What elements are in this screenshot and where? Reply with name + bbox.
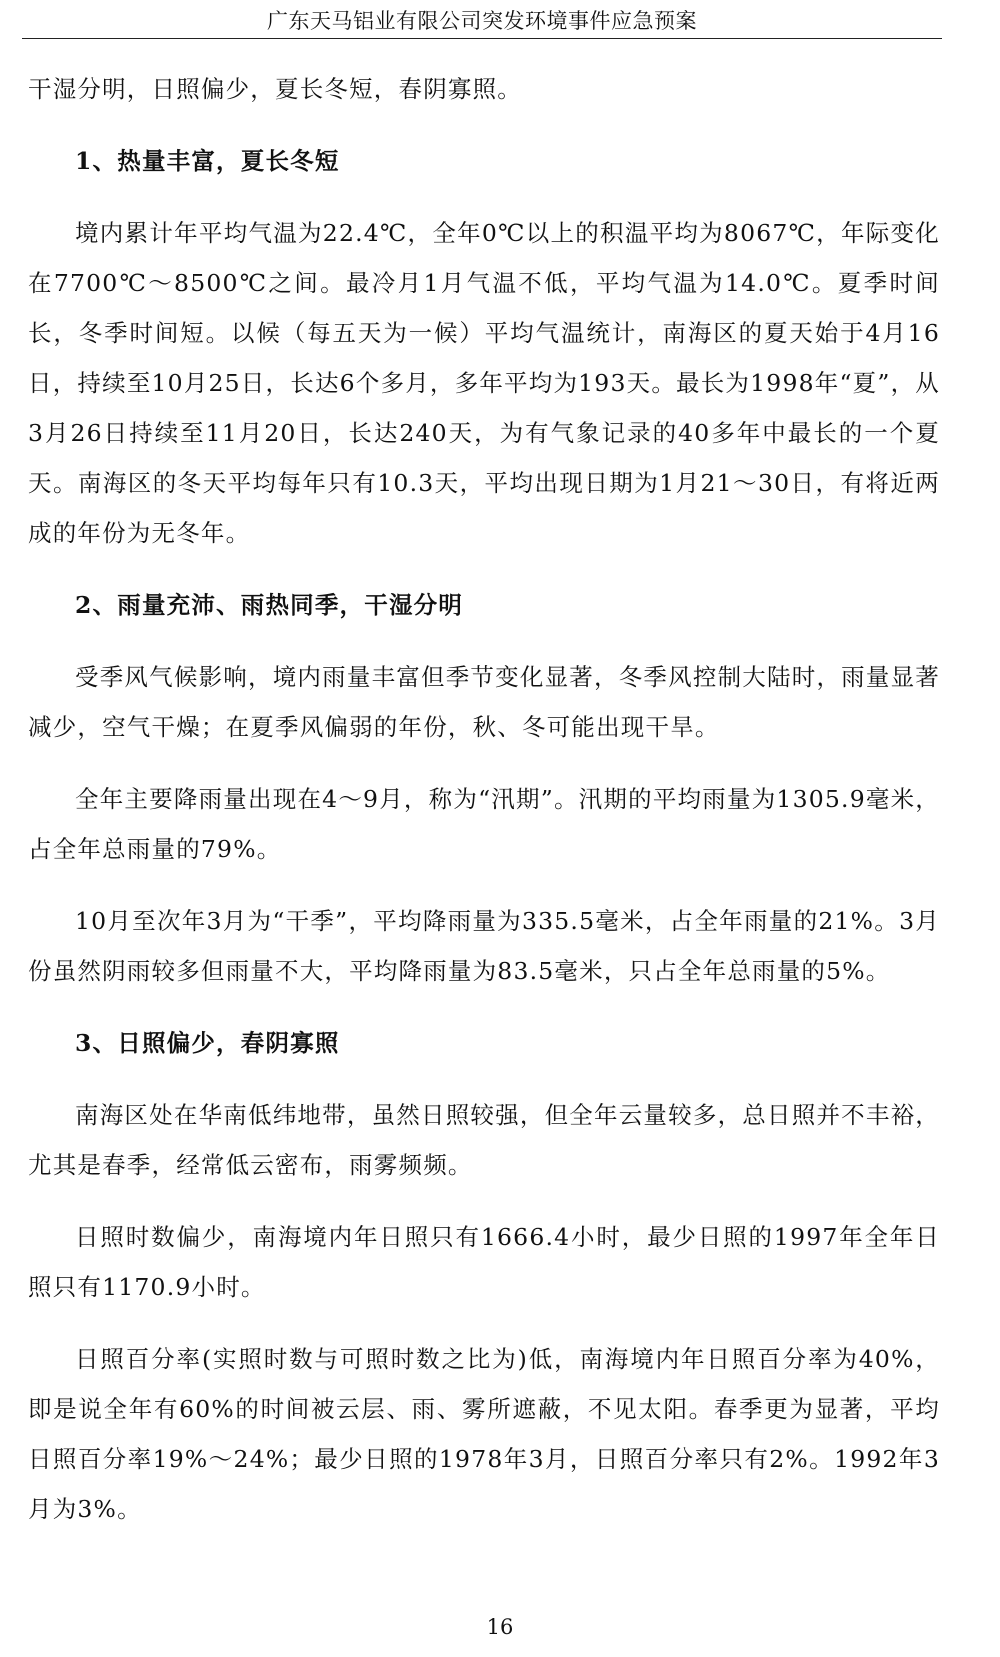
- section-2-paragraph-2: 全年主要降雨量出现在4～9月，称为“汛期”。汛期的平均雨量为1305.9毫米，占全年总雨量的79%。: [28, 785, 940, 863]
- intro-line: 干湿分明，日照偏少，夏长冬短，春阴寡照。: [28, 75, 522, 103]
- section-3-paragraph-3: 日照百分率(实照时数与可照时数之比为)低，南海境内年日照百分率为40%，即是说全年有60%的时间被云层、雨、雾所遮蔽，不见太阳。春季更为显著，平均日照百分率19%～24%；最少日照的1978年3月，日照百分率只有2%。1992年3月为3%。: [28, 1345, 940, 1523]
- section-2-heading: 2、雨量充沛、雨热同季，干湿分明: [75, 591, 464, 619]
- page-body: [28, 64, 940, 1534]
- page-number: 16: [486, 1615, 514, 1639]
- section-3-paragraph-1: 南海区处在华南低纬地带，虽然日照较强，但全年云量较多，总日照并不丰裕，尤其是春季，经常低云密布，雨雾频频。: [28, 1101, 940, 1179]
- header-rule: [22, 38, 942, 39]
- section-2-paragraph-1: 受季风气候影响，境内雨量丰富但季节变化显著，冬季风控制大陆时，雨量显著减少，空气干燥；在夏季风偏弱的年份，秋、冬可能出现干旱。: [28, 663, 940, 741]
- section-3-heading: 3、日照偏少，春阴寡照: [75, 1029, 340, 1057]
- section-2-paragraph-3: 10月至次年3月为“干季”，平均降雨量为335.5毫米，占全年雨量的21%。3月份虽然阴雨较多但雨量不大，平均降雨量为83.5毫米，只占全年总雨量的5%。: [28, 907, 940, 985]
- section-1-heading: 1、热量丰富，夏长冬短: [75, 147, 340, 175]
- running-header: 广东天马铝业有限公司突发环境事件应急预案: [267, 9, 697, 33]
- section-3-paragraph-2: 日照时数偏少，南海境内年日照只有1666.4小时，最少日照的1997年全年日照只有1170.9小时。: [28, 1223, 940, 1301]
- section-1-paragraph-1: 境内累计年平均气温为22.4℃，全年0℃以上的积温平均为8067℃，年际变化在7700℃～8500℃之间。最冷月1月气温不低，平均气温为14.0℃。夏季时间长，冬季时间短。以候（每五天为一候）平均气温统计，南海区的夏天始于4月16日，持续至10月25日，长达6个多月，多年平均为193天。最长为1998年“夏”，从3月26日持续至11月20日，长达240天，为有气象记录的40多年中最长的一个夏天。南海区的冬天平均每年只有10.3天，平均出现日期为1月21～30日，有将近两成的年份为无冬年。: [28, 219, 941, 547]
